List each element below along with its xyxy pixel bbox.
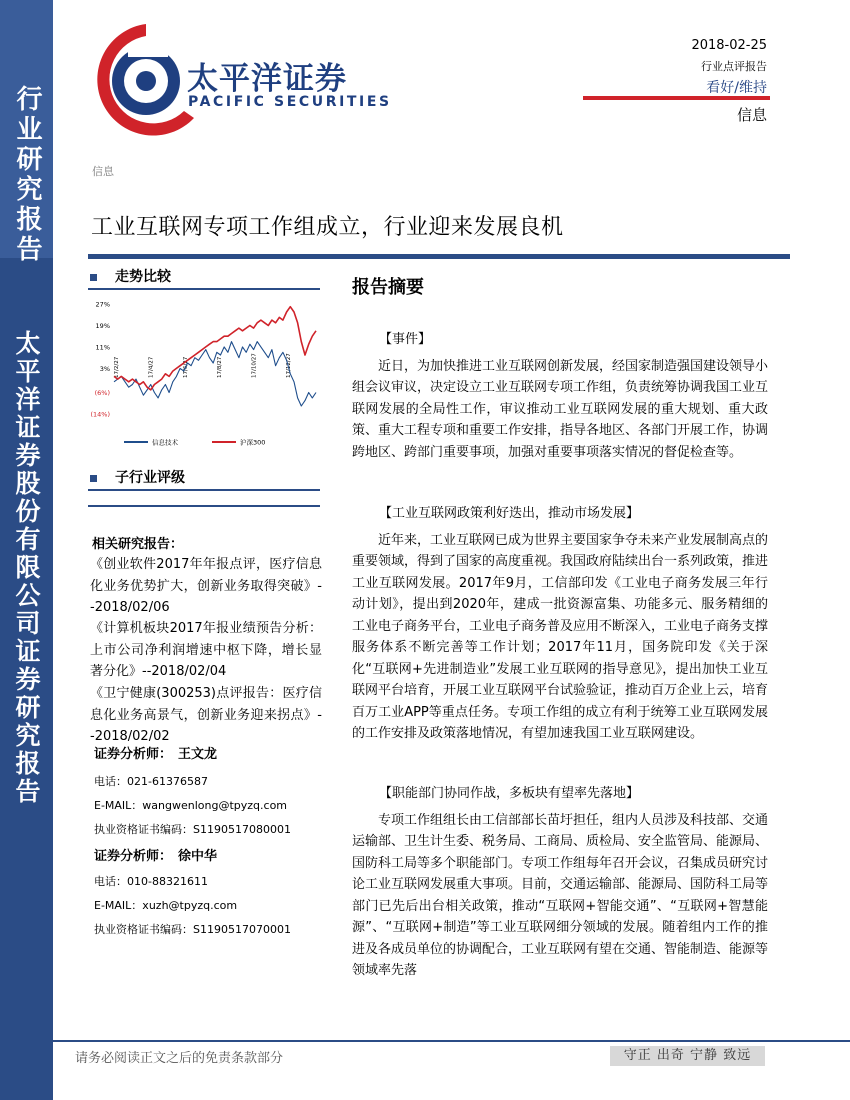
analyst-2 [94, 845, 217, 864]
section-lead: 【事件】 [379, 332, 432, 347]
sector-label: 信息 [736, 106, 767, 124]
disclaimer-note: 请务必阅读正文之后的免责条款部分 [75, 1051, 284, 1066]
x-tick-label: 17/10/27 [251, 353, 258, 378]
related-report-item[interactable]: 《创业软件2017年年报点评，医疗信息化业务优势扩大，创新业务取得突破》--2018/02/06 [90, 557, 322, 615]
section-body: 专项工作组组长由工信部部长苗圩担任，组内人员涉及科技部、交通运输部、卫生计生委、税务局、工商局、质检局、安全监管局、能源局、国防科工局等多个职能部门。专项工作组每年召开会议，召集成员研究讨论工业互联网发展重大事项。目前，交通运输部、能源局、国防科工局等部门已先后出台相关政策，推动“互联网+智能交通”、“互联网+智慧能源”、“互联网+制造”等工业互联网细分领域的发展。随着组内工作的推进及各成员单位的协调配合，工业互联网有望在交通、智能制造、能源等领域率先落 [352, 812, 769, 978]
y-tick-label: 27% [95, 300, 110, 309]
title-divider [88, 254, 790, 259]
y-tick-label: 11% [95, 343, 110, 352]
analyst-phone: 电话：021-61376587 [94, 775, 208, 788]
report-date: 2018-02-25 [691, 38, 767, 53]
analyst-1 [94, 743, 217, 762]
x-tick-label: 17/8/27 [217, 356, 224, 378]
analyst-cert: 执业资格证书编码：S1190517080001 [94, 823, 291, 836]
section-body: 近日，为加快推进工业互联网创新发展，经国家制造强国建设领导小组会议审议，决定设立工业互联网专项工作组，负责统筹协调我国工业互联网发展的全局性工作，审议推动工业互联网发展的重大规划、重大政策、重大工程专项和重要工作安排，指导各地区、各部门开展工作，协调跨地区、跨部门重要事项，加强对重要事项落实情况的督促检查等。 [352, 358, 769, 460]
section-divider [88, 288, 320, 290]
section-lead: 【工业互联网政策利好迭出，推动市场发展】 [379, 506, 640, 521]
subindustry-section-heading: 子行业评级 [90, 467, 185, 487]
sidebar-company-name: 太平洋证券股份有限公司证券研究报告 [12, 330, 41, 806]
y-tick-label: (6%) [94, 389, 110, 398]
x-tick-label: 17/6/27 [182, 356, 189, 378]
analyst-email[interactable]: E-MAIL：wangwenlong@tpyzq.com [94, 799, 288, 812]
x-tick-label: 17/12/27 [286, 353, 292, 378]
analyst-label: 证券分析师： [94, 747, 173, 762]
related-report-item[interactable]: 《卫宁健康(300253)点评报告：医疗信息化业务高景气，创新业务迎来拐点》--2018/02/02 [90, 686, 322, 744]
related-report-item[interactable]: 《计算机板块2017年报业绩预告分析：上市公司净利润增速中枢下降，增长显著分化》--2018/02/04 [90, 621, 322, 679]
footer-divider [53, 1040, 850, 1042]
trend-comparison-chart [88, 296, 320, 456]
report-type: 行业点评报告 [701, 60, 767, 73]
trend-section-heading: 走势比较 [90, 266, 171, 286]
summary-section-departments [352, 783, 768, 982]
page-title: 工业互联网专项工作组成立，行业迎来发展良机 [91, 215, 564, 240]
y-tick-label: 19% [95, 321, 110, 330]
x-tick-label: 17/2/27 [114, 356, 120, 378]
breadcrumb: 信息 [92, 165, 114, 178]
summary-heading: 报告摘要 [352, 277, 424, 298]
square-bullet-icon [90, 274, 97, 281]
sidebar-report-category: 行业研究报告 [12, 85, 42, 265]
y-tick-label: (14%) [90, 410, 110, 419]
company-motto: 守正 出奇 宁静 致远 [610, 1046, 765, 1066]
analyst-name: 徐中华 [178, 849, 218, 864]
y-tick-label: 3% [99, 364, 110, 373]
header-red-divider [583, 96, 770, 100]
square-bullet-icon [90, 475, 97, 482]
section-body: 近年来，工业互联网已成为世界主要国家争夺未来产业发展制高点的重要领域，得到了国家的高度重视。我国政府陆续出台一系列政策，推进工业互联网发展。2017年9月，工信部印发《工业电子商务发展三年行动计划》，提出到2020年，建成一批资源富集、功能多元、服务精细的工业电子商务平台，工业电子商务普及应用不断深入，工业电子商务支撑服务体系不断完善等工作计划；2017年11月，国务院印发《关于深化“互联网+先进制造业”发展工业互联网的指导意见》，提出加快工业互联网平台培育，开展工业互联网平台试验验证，推动百万企业上云，培育百万工业APP等重点任务。专项工作组的成立有利于统筹工业互联网发展的工作安排及政策落地情况，有望加速我国工业互联网建设。 [352, 532, 769, 741]
summary-section-policy [352, 503, 768, 745]
analyst-email[interactable]: E-MAIL：xuzh@tpyzq.com [94, 899, 238, 912]
analyst-cert: 执业资格证书编码：S1190517070001 [94, 923, 291, 936]
analyst-phone: 电话：010-88321611 [94, 875, 208, 888]
analyst-name: 王文龙 [178, 747, 218, 762]
logo-en-text: PACIFIC SECURITIES [188, 94, 392, 110]
logo-cn-text: 太平洋证券 [187, 61, 347, 97]
x-tick-label: 17/4/27 [148, 356, 155, 378]
section-divider [88, 489, 320, 491]
related-reports-heading: 相关研究报告： [92, 537, 184, 552]
legend-label: 沪深300 [240, 438, 266, 447]
section-lead: 【职能部门协同作战，多板块有望率先落地】 [379, 786, 640, 801]
analyst-label: 证券分析师： [94, 849, 173, 864]
section-divider [88, 505, 320, 507]
legend-label: 信息技术 [152, 438, 178, 447]
industry-rating: 看好/维持 [706, 80, 767, 96]
summary-section-event [352, 329, 768, 463]
